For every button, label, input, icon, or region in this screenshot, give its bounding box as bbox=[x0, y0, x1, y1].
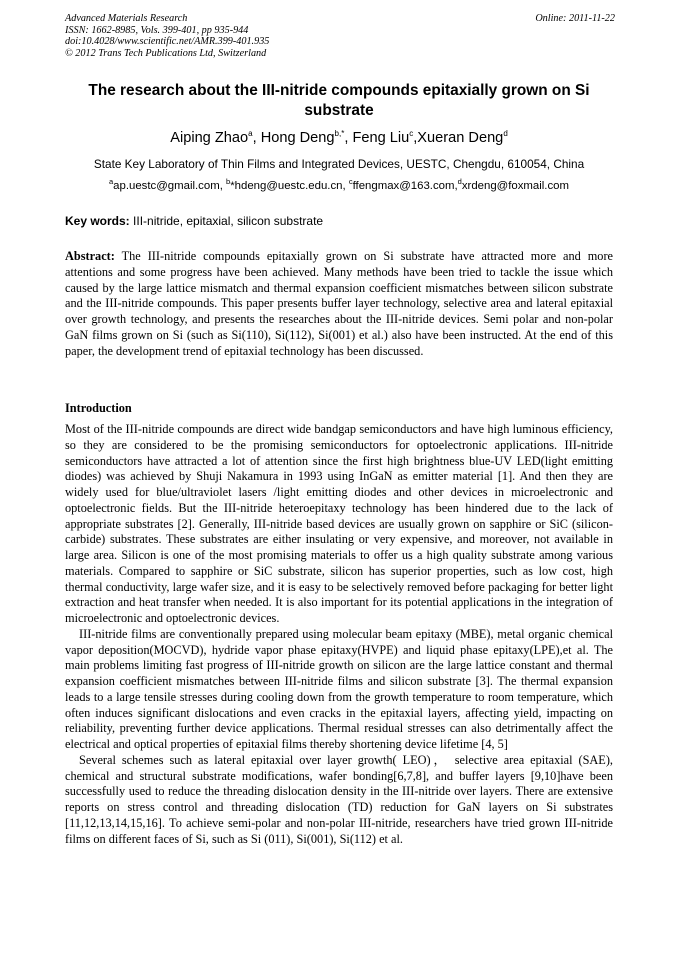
email-mark: b bbox=[226, 177, 231, 186]
keywords-text: III-nitride, epitaxial, silicon substrate bbox=[129, 214, 324, 228]
email-address: ffengmax@163.com bbox=[352, 180, 455, 192]
author-affil-mark: a bbox=[248, 129, 253, 138]
journal-name: Advanced Materials Research bbox=[65, 13, 188, 24]
email-mark: a bbox=[109, 177, 114, 186]
author-name: Aiping Zhao bbox=[170, 130, 249, 146]
abstract-label: Abstract: bbox=[65, 249, 115, 263]
email-address: ap.uestc@gmail.com bbox=[113, 180, 220, 192]
introduction-body bbox=[65, 422, 613, 847]
abstract bbox=[65, 249, 613, 359]
journal-issn: ISSN: 1662-8985, Vols. 399-401, pp 935-944 bbox=[65, 24, 249, 36]
paragraph: Most of the III-nitride compounds are direct wide bandgap semiconductors and have high luminous efficiency, so they are considered to be the promising semiconductors for optoelectronic applications. III-nitride semiconductors have attracted a lot of attention since the first high brightness blue-UV LED(light emitting diodes) was achieved by Shuji Nakamura in 1993 using InGaN as emitter material [1]. And then they are widely used for blue/ultraviolet lasers /light emitting diodes and other devices in microelectronic and optoelectronic fields. But the III-nitride heteroepitaxy technology has been hindered due to the lack of appropriate substrates [2]. Generally, III-nitride based devices are usually grown on sapphire or SiC (silicon-carbide) substrates. These substrates are either insulating or very expensive, and moreover, not available in large area. Silicon is one of the most promising materials to offer us a high quality substrate among various materials. Compared to sapphire or SiC substrate, silicon has superior properties, such as low cost, high thermal conductivity, large wafer size, and it is easy to be selectively removed before packaging for better light extraction and heat transfer when needed. It is also important for its potential applications in the integration of microelectronic and optoelectronic devices. bbox=[65, 422, 613, 625]
author-name: Xueran Deng bbox=[417, 130, 504, 146]
keywords-label: Key words: bbox=[65, 214, 130, 228]
author-name: Hong Deng bbox=[260, 130, 335, 146]
author-affil-mark: d bbox=[503, 129, 508, 138]
journal-header bbox=[65, 13, 485, 59]
email-mark: d bbox=[457, 177, 462, 186]
affiliation: State Key Laboratory of Thin Films and Integrated Devices, UESTC, Chengdu, 610054, China bbox=[93, 157, 585, 171]
email-address: *hdeng@uestc.edu.cn bbox=[230, 180, 343, 192]
author-name: Feng Liu bbox=[352, 130, 410, 146]
paragraph: III-nitride films are conventionally prepared using molecular beam epitaxy (MBE), metal organic chemical vapor deposition(MOCVD), hydride vapor phase epitaxy(HVPE) and liquid phase epitaxy(LPE),et al. The main problems limiting fast progress of III-nitride growth on silicon are the large lattice constant and thermal expansion coefficient mismatches between III-nitride films and silicon substrate [3]. The thermal expansion leads to a large tensile stresses during cooling down from the growth temperature to room temperature, which often induces significant dislocations and even cracks in the epitaxial layers, affecting yield, impacting on reliability, preventing further device applications. Thermal residual stresses can also detrimentally affect the electrical and optical properties of epitaxial films thereby shortening device lifetime [4, 5] bbox=[65, 626, 613, 751]
journal-copyright: © 2012 Trans Tech Publications Ltd, Switzerland bbox=[65, 47, 267, 59]
online-date: Online: 2011-11-22 bbox=[535, 13, 615, 24]
journal-doi: doi:10.4028/www.scientific.net/AMR.399-401.935 bbox=[65, 36, 270, 48]
email-list: $^a$ap.uestc@gmail.com, $^b$*hdeng@uestc.edu.cn, $^c$ffengmax@163.com,$^d$xrdeng@foxmail.com bbox=[109, 177, 569, 192]
paragraph: Several schemes such as lateral epitaxial over layer growth( LEO)， selective area epitaxial (SAE), chemical and structural substrate modifications, wafer bonding[6,7,8], and buffer layers [9,10]have been successfully used to reduce the threading dislocation density in the III-nitride over layers. There are extensive reports on stress control and threading dislocation (TD) reduction for GaN layers on Si substrates [11,12,13,14,15,16]. To achieve semi-polar and non-polar III-nitride, researchers have tried grown III-nitride films on different faces of Si, such as Si (011), Si(001), Si(112) et al. bbox=[65, 752, 613, 846]
author-affil-mark: c bbox=[409, 129, 414, 138]
abstract-text: The III-nitride compounds epitaxially grown on Si substrate have attracted more and more attentions and some progress have been achieved. Many methods have been tried to tackle the issue which caused by the large lattice mismatch and thermal expansion coefficient mismatches between silicon substrate and the III-nitride compounds. This paper presents buffer layer technology, selective area and lateral epitaxial over growth technology, and presents the researches about the III-nitride devices. Semi polar and non-polar GaN films grown on Si (such as Si(110), Si(112), Si(001) et al.) also have been instructed. At the end of this paper, the development trend of epitaxial technology has been discussed. bbox=[65, 249, 613, 358]
author-list: Aiping Zhao$^a$, Hong Deng$^{b,*}$, Feng Liu$^c$,Xueran Deng$^d$ bbox=[170, 129, 508, 146]
paper-title: The research about the III-nitride compounds epitaxially grown on Si substrate bbox=[88, 82, 590, 119]
author-affil-mark: b,* bbox=[334, 129, 345, 138]
keywords bbox=[65, 214, 323, 229]
email-address: xrdeng@foxmail.com bbox=[461, 180, 569, 192]
section-heading: Introduction bbox=[65, 401, 132, 415]
email-mark: c bbox=[348, 177, 353, 186]
